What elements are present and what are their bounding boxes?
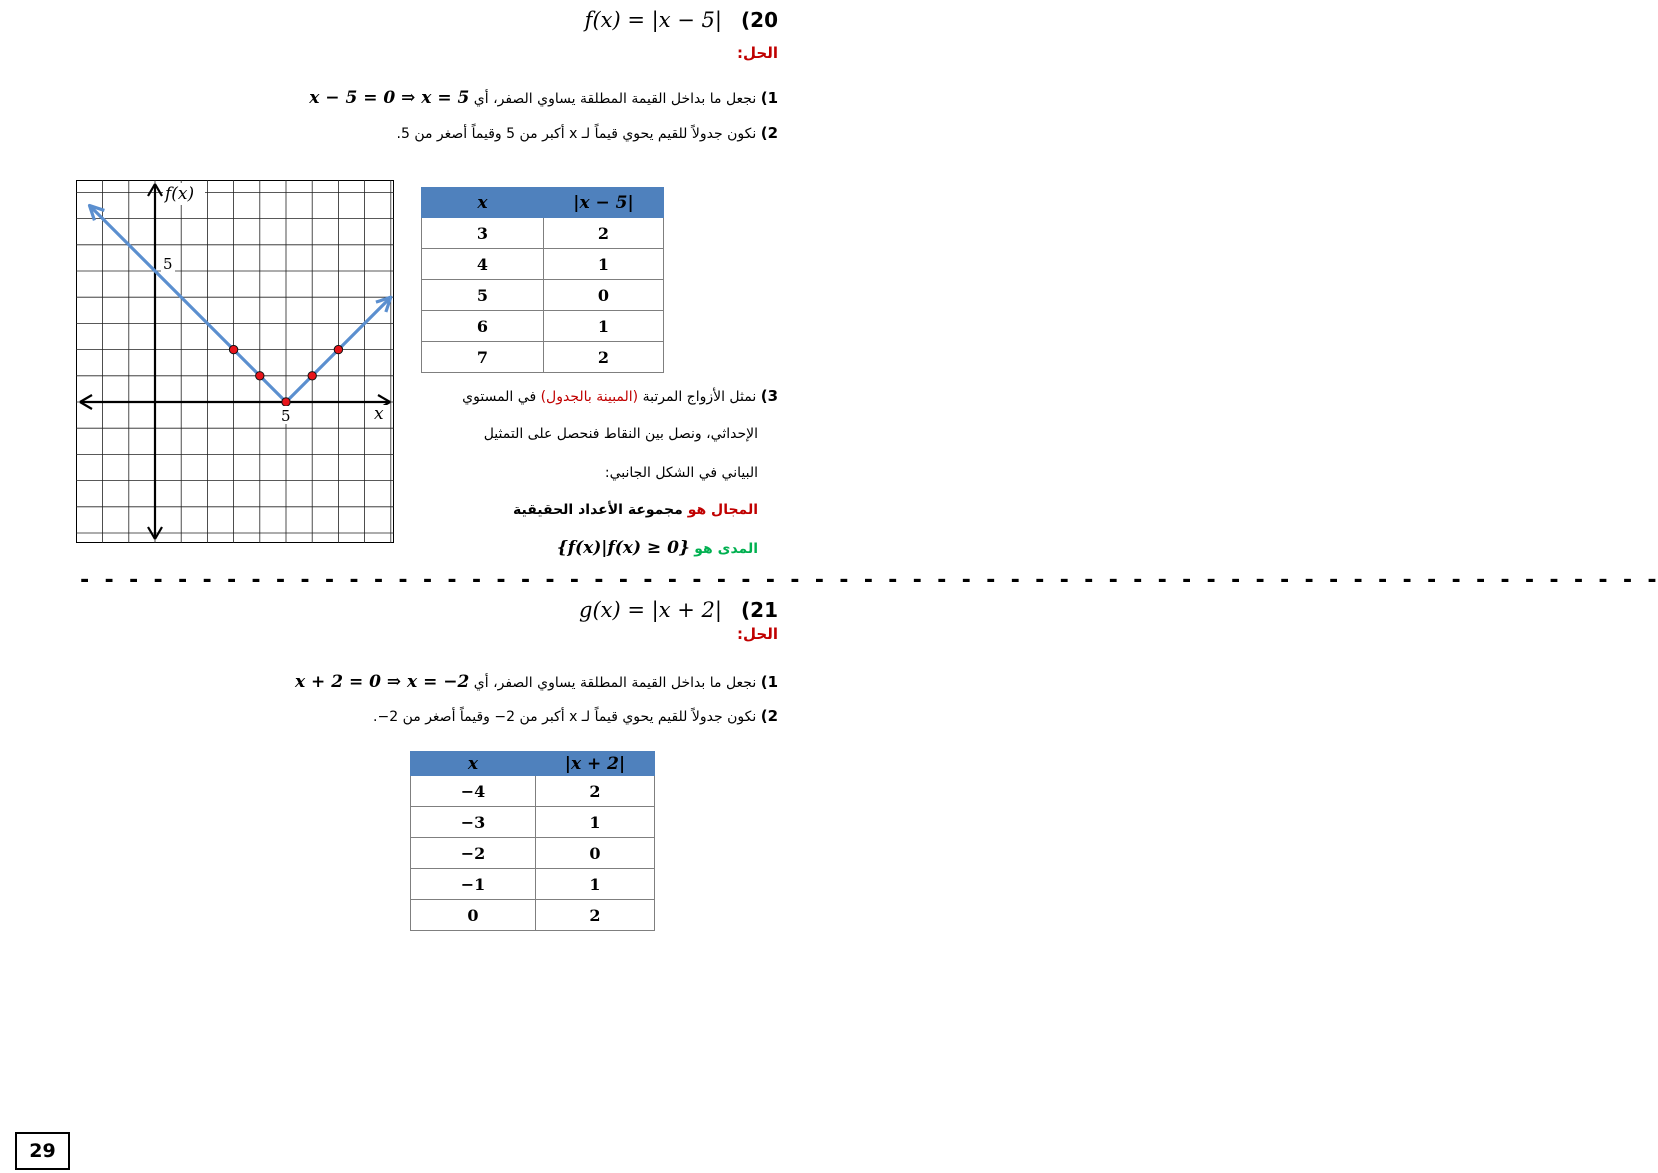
table-row: [422, 249, 664, 280]
problem20-step1: [309, 88, 778, 108]
problem20-value-table: [421, 187, 664, 373]
table-header-abs: |x + 2|: [536, 752, 655, 776]
table-row: [422, 218, 664, 249]
table-row: [411, 900, 655, 931]
data-point: [229, 345, 237, 353]
problem20-step3-line1: [462, 387, 778, 405]
table-cell: 1: [536, 807, 655, 838]
absolute-value-graph: [76, 180, 394, 543]
table-header-x: x: [422, 188, 544, 218]
table-cell: 2: [536, 900, 655, 931]
problem20-function: f(x) = |x − 5|: [584, 8, 722, 32]
problem21-number: (21: [741, 598, 778, 622]
table-cell: 4: [422, 249, 544, 280]
table-row: [411, 869, 655, 900]
step-number: 3): [760, 387, 778, 405]
graph-canvas: [76, 180, 394, 543]
table-row: [411, 776, 655, 807]
table-cell: −1: [411, 869, 536, 900]
y-axis-label: f(x): [165, 184, 195, 204]
table-cell: −4: [411, 776, 536, 807]
step-number: 2): [760, 707, 778, 725]
table-cell: −3: [411, 807, 536, 838]
step-text: نكون جدولاً للقيم يحوي قيماً لـ x أكبر من 2− وقيماً أصغر من 2−.: [373, 709, 757, 725]
x-tick-label: 5: [281, 407, 291, 425]
table-header-row: [411, 752, 655, 776]
table-cell: 3: [422, 218, 544, 249]
y-tick-label: 5: [163, 255, 173, 273]
step-text: نكون جدولاً للقيم يحوي قيماً لـ x أكبر من 5 وقيماً أصغر من 5.: [396, 126, 757, 142]
domain-value: مجموعة الأعداد الحقيقية: [513, 502, 683, 518]
table-cell: 1: [536, 869, 655, 900]
table-cell: 7: [422, 342, 544, 373]
data-point: [308, 372, 316, 380]
table-header-x: x: [411, 752, 536, 776]
table-cell: 1: [544, 311, 664, 342]
problem20-table-wrap: [421, 187, 664, 373]
problem21-table-wrap: [410, 751, 655, 931]
data-point: [282, 398, 290, 406]
problem20-range: [557, 538, 758, 558]
step-text: في المستوي: [462, 389, 537, 405]
data-point: [334, 345, 342, 353]
table-row: [422, 342, 664, 373]
problem20-solution-label: الحل:: [737, 44, 778, 62]
problem20-step3-line2: الإحداثي، ونصل بين النقاط فنحصل على التمثيل: [483, 426, 758, 442]
problem21-header: [579, 598, 778, 622]
step-number: 1): [760, 89, 778, 107]
table-header-row: [422, 188, 664, 218]
graph-frame: [77, 181, 394, 543]
table-cell: 2: [536, 776, 655, 807]
problem20-domain: [513, 502, 758, 518]
table-row: [422, 280, 664, 311]
step-text-highlight: (المبينة بالجدول): [540, 389, 639, 405]
problem21-step2: [373, 707, 778, 725]
domain-label: المجال هو: [687, 502, 758, 518]
x-axis-label: x: [374, 404, 384, 424]
step-number: 2): [760, 124, 778, 142]
problem20-step3-line3: البياني في الشكل الجانبي:: [604, 465, 758, 481]
table-row: [411, 838, 655, 869]
section-divider: - - - - - - - - - - - - - - - - - - - - - - - - - - - - - - - - - - - - - - - - - - - - - - - - - - - - - - - - - - - - - - - - -: [78, 568, 1658, 593]
table-row: [422, 311, 664, 342]
step-text: نجعل ما بداخل القيمة المطلقة يساوي الصفر، أي: [473, 675, 757, 691]
problem21-solution-label: الحل:: [737, 625, 778, 643]
problem21-function: g(x) = |x + 2|: [579, 598, 722, 622]
step-text: نجعل ما بداخل القيمة المطلقة يساوي الصفر، أي: [473, 91, 757, 107]
table-cell: 0: [411, 900, 536, 931]
table-cell: 0: [536, 838, 655, 869]
table-cell: 2: [544, 218, 664, 249]
table-cell: 1: [544, 249, 664, 280]
table-cell: −2: [411, 838, 536, 869]
step-text: نمثل الأزواج المرتبة: [642, 389, 757, 405]
step-math: x − 5 = 0 ⇒ x = 5: [309, 88, 470, 108]
table-header-abs: |x − 5|: [544, 188, 664, 218]
problem21-step1: [295, 672, 778, 692]
problem21-value-table: [410, 751, 655, 931]
range-label: المدى هو: [694, 541, 758, 557]
problem20-step2: [397, 124, 779, 142]
step-number: 1): [760, 673, 778, 691]
table-cell: 0: [544, 280, 664, 311]
table-cell: 2: [544, 342, 664, 373]
table-cell: 6: [422, 311, 544, 342]
table-cell: 5: [422, 280, 544, 311]
page-number: 29: [15, 1132, 70, 1170]
step-math: x + 2 = 0 ⇒ x = −2: [295, 672, 470, 692]
problem20-header: [585, 8, 778, 32]
range-value: {f(x)|f(x) ≥ 0}: [556, 538, 690, 558]
problem20-number: (20: [741, 8, 778, 32]
data-point: [256, 372, 264, 380]
table-row: [411, 807, 655, 838]
